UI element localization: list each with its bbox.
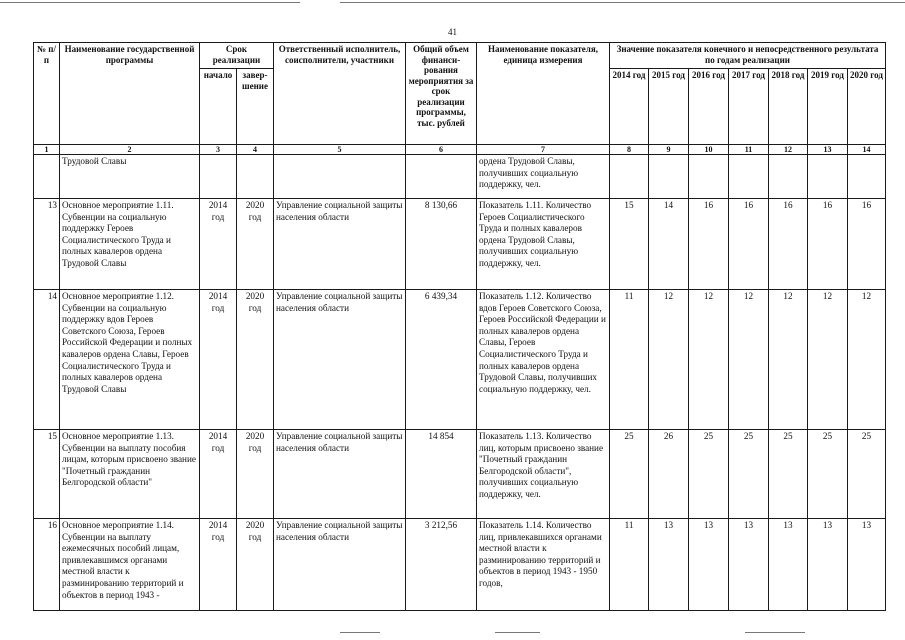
header-executor: Ответственный исполнитель, соисполнители, участники [274, 43, 406, 145]
header-year: 2016 год [689, 69, 729, 145]
page-number: 41 [448, 27, 457, 37]
indicator-cell: Показатель 1.11. Количество Героев Социалистического Труда и полных кавалеров ордена Трудовой Славы, получивших социальную поддержку, чел. [477, 199, 610, 290]
table-row [34, 430, 886, 519]
header-num: № п/п [34, 43, 60, 145]
value-cell [649, 155, 689, 199]
indicator-cell: Показатель 1.14. Количество лиц, привлекавшихся органами местной власти к разминированию территорий и объектов в период 1943 - 1950 годов, [477, 519, 610, 611]
volume-cell [406, 155, 477, 199]
table-row [34, 519, 886, 611]
column-number: 4 [237, 145, 274, 155]
end-cell: 2020 год [237, 430, 274, 519]
program-cell: Основное мероприятие 1.13. Субвенции на выплату пособия лицам, которым присвоено звание "Почетный гражданин Белгородской области" [60, 430, 200, 519]
header-year: 2015 год [649, 69, 689, 145]
bottom-rule-mark [745, 632, 805, 633]
program-cell: Основное мероприятие 1.12. Субвенции на социальную поддержку вдов Героев Советского Союза, Героев Российской Федерации и полных кавалеров ордена Славы, Героев Социалистического Труда и полных кавалеров ордена Трудовой Славы [60, 290, 200, 430]
executor-cell: Управление социальной защиты населения области [274, 199, 406, 290]
column-number: 2 [60, 145, 200, 155]
header-year: 2020 год [848, 69, 886, 145]
column-number: 13 [808, 145, 848, 155]
top-rule-left [0, 2, 300, 3]
program-cell: Трудовой Славы [60, 155, 200, 199]
value-cell: 12 [649, 290, 689, 430]
value-cell: 25 [808, 430, 848, 519]
end-cell: 2020 год [237, 519, 274, 611]
column-number: 10 [689, 145, 729, 155]
value-cell: 12 [729, 290, 769, 430]
value-cell: 16 [729, 199, 769, 290]
value-cell [848, 155, 886, 199]
value-cell: 11 [610, 519, 649, 611]
value-cell: 13 [808, 519, 848, 611]
header-year: 2017 год [729, 69, 769, 145]
column-number: 14 [848, 145, 886, 155]
executor-cell [274, 155, 406, 199]
value-cell: 12 [769, 290, 808, 430]
end-cell: 2020 год [237, 199, 274, 290]
bottom-rule-mark [340, 632, 380, 633]
header-values: Значение показателя конечного и непосредственного результата по годам реализации [610, 43, 886, 69]
value-cell: 25 [769, 430, 808, 519]
start-cell: 2014 год [200, 290, 237, 430]
value-cell [729, 155, 769, 199]
row-number: 15 [34, 430, 60, 519]
row-number [34, 155, 60, 199]
column-number-row [34, 145, 886, 155]
value-cell: 11 [610, 290, 649, 430]
start-cell: 2014 год [200, 199, 237, 290]
header-year: 2019 год [808, 69, 848, 145]
column-number: 6 [406, 145, 477, 155]
header-period: Срок реализации [200, 43, 274, 69]
value-cell: 25 [689, 430, 729, 519]
value-cell: 13 [729, 519, 769, 611]
header-indicator: Наименование показателя, единица измерения [477, 43, 610, 145]
row-number: 14 [34, 290, 60, 430]
program-table [33, 42, 886, 611]
column-number: 5 [274, 145, 406, 155]
bottom-rule-mark [495, 632, 540, 633]
volume-cell: 6 439,34 [406, 290, 477, 430]
value-cell: 13 [769, 519, 808, 611]
column-number: 1 [34, 145, 60, 155]
column-number: 12 [769, 145, 808, 155]
indicator-cell: ордена Трудовой Славы, получивших социальную поддержку, чел. [477, 155, 610, 199]
header-year: 2018 год [769, 69, 808, 145]
executor-cell: Управление социальной защиты населения области [274, 430, 406, 519]
column-number: 11 [729, 145, 769, 155]
table-row [34, 199, 886, 290]
end-cell: 2020 год [237, 290, 274, 430]
value-cell: 26 [649, 430, 689, 519]
value-cell: 16 [848, 199, 886, 290]
value-cell: 13 [848, 519, 886, 611]
executor-cell: Управление социальной защиты населения области [274, 290, 406, 430]
header-volume: Общий объем финанси-рования мероприятия за срок реализации программы, тыс. рублей [406, 43, 477, 145]
volume-cell: 14 854 [406, 430, 477, 519]
column-number: 3 [200, 145, 237, 155]
value-cell: 25 [610, 430, 649, 519]
value-cell: 15 [610, 199, 649, 290]
indicator-cell: Показатель 1.12. Количество вдов Героев Советского Союза, Героев Российской Федерации и полных кавалеров ордена Славы, Героев Социалистического Труда и полных кавалеров ордена Трудовой Славы, получивших социальную поддержку, чел. [477, 290, 610, 430]
value-cell [610, 155, 649, 199]
executor-cell: Управление социальной защиты населения области [274, 519, 406, 611]
table-row [34, 155, 886, 199]
value-cell: 12 [808, 290, 848, 430]
program-cell: Основное мероприятие 1.11. Субвенции на социальную поддержку Героев Социалистического Труда и полных кавалеров ордена Трудовой Славы [60, 199, 200, 290]
value-cell: 25 [848, 430, 886, 519]
top-rule-right [340, 2, 905, 3]
row-number: 13 [34, 199, 60, 290]
volume-cell: 3 212,56 [406, 519, 477, 611]
value-cell: 13 [689, 519, 729, 611]
column-number: 9 [649, 145, 689, 155]
row-number: 16 [34, 519, 60, 611]
volume-cell: 8 130,66 [406, 199, 477, 290]
header-program: Наименование государственной программы [60, 43, 200, 145]
header-period-end: завер-шение [237, 69, 274, 145]
indicator-cell: Показатель 1.13. Количество лиц, которым присвоено звание "Почетный гражданин Белгородской области", получивших социальную поддержку, чел. [477, 430, 610, 519]
value-cell: 12 [848, 290, 886, 430]
header-year: 2014 год [610, 69, 649, 145]
value-cell: 16 [689, 199, 729, 290]
value-cell: 16 [808, 199, 848, 290]
column-number: 8 [610, 145, 649, 155]
start-cell: 2014 год [200, 430, 237, 519]
column-number: 7 [477, 145, 610, 155]
end-cell [237, 155, 274, 199]
value-cell: 14 [649, 199, 689, 290]
start-cell: 2014 год [200, 519, 237, 611]
start-cell [200, 155, 237, 199]
value-cell [769, 155, 808, 199]
table-row [34, 290, 886, 430]
header-period-start: начало [200, 69, 237, 145]
value-cell: 25 [729, 430, 769, 519]
value-cell: 12 [689, 290, 729, 430]
value-cell: 16 [769, 199, 808, 290]
value-cell [689, 155, 729, 199]
value-cell: 13 [649, 519, 689, 611]
program-cell: Основное мероприятие 1.14. Субвенции на выплату ежемесячных пособий лицам, привлекавшимся органами местной власти к разминированию территорий и объектов в период 1943 - [60, 519, 200, 611]
value-cell [808, 155, 848, 199]
